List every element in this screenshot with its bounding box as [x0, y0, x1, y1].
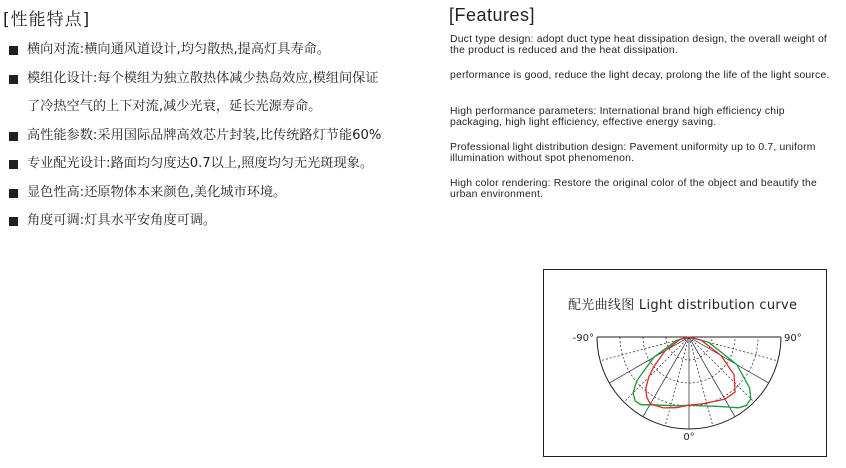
cn-feature-text: 了冷热空气的上下对流,减少光衰，延长光源寿命。	[27, 99, 322, 114]
cn-section-title: [性能特点]	[3, 10, 91, 30]
polar-grid-rays	[600, 337, 778, 429]
cn-feature-text: 显色性高:还原物体本来颜色,美化城市环境。	[27, 184, 287, 200]
polar-grid-ray	[689, 337, 754, 402]
label-0: 0°	[683, 432, 695, 443]
cn-feature-text: 高性能参数:采用国际品牌高效芯片封装,比传统路灯节能60%	[27, 127, 382, 143]
polar-grid-ray	[689, 337, 769, 383]
en-feature-item: High performance parameters: International brand high efficiency chip packaging, high light efficiency, effective energy saving.	[450, 106, 785, 129]
en-feature-list	[450, 34, 830, 214]
cn-feature-text: 横向对流:横向通风道设计,均匀散热,提高灯具寿命。	[27, 42, 330, 57]
cn-feature-text: 角度可调:灯具水平安角度可调。	[27, 213, 217, 228]
polar-grid-ray	[689, 337, 713, 426]
square-bullet-icon	[9, 217, 18, 226]
en-section-title: [Features]	[449, 5, 536, 25]
cn-feature-item	[8, 150, 428, 179]
cn-feature-list	[8, 36, 428, 236]
cn-feature-item	[8, 65, 428, 94]
polar-grid-ray	[665, 337, 689, 426]
square-bullet-icon	[9, 132, 18, 141]
polar-distribution-chart	[544, 270, 826, 456]
square-bullet-icon	[9, 46, 18, 55]
en-feature-item: High color rendering: Restore the original color of the object and beautify the urban environment.	[450, 178, 817, 201]
en-feature-item: Duct type design: adopt duct type heat dissipation design, the overall weight of the product is reduced and the heat dissipation.	[450, 34, 828, 57]
cn-feature-item	[8, 179, 428, 208]
cn-feature-item	[8, 36, 428, 65]
en-feature-item: performance is good, reduce the light decay, prolong the life of the light source.	[450, 70, 830, 81]
square-bullet-icon	[9, 160, 18, 169]
label-90: 90°	[784, 333, 802, 344]
cn-feature-item	[8, 122, 428, 151]
cn-feature-text: 专业配光设计:路面均匀度达0.7以上,照度均匀无光斑现象。	[27, 156, 374, 171]
cn-feature-text: 模组化设计:每个模组为独立散热体减少热岛效应,模组间保证	[27, 70, 379, 86]
label-minus-90: -90°	[572, 333, 594, 344]
cn-feature-continuation	[8, 93, 428, 122]
cn-feature-item	[8, 207, 428, 236]
square-bullet-icon	[9, 75, 18, 84]
chart-title: 配光曲线图 Light distribution curve	[568, 298, 798, 313]
light-distribution-panel	[543, 269, 827, 457]
square-bullet-icon	[9, 189, 18, 198]
en-feature-item: Professional light distribution design: Pavement uniformity up to 0.7, uniform illumination without spot phenomenon.	[450, 142, 816, 165]
